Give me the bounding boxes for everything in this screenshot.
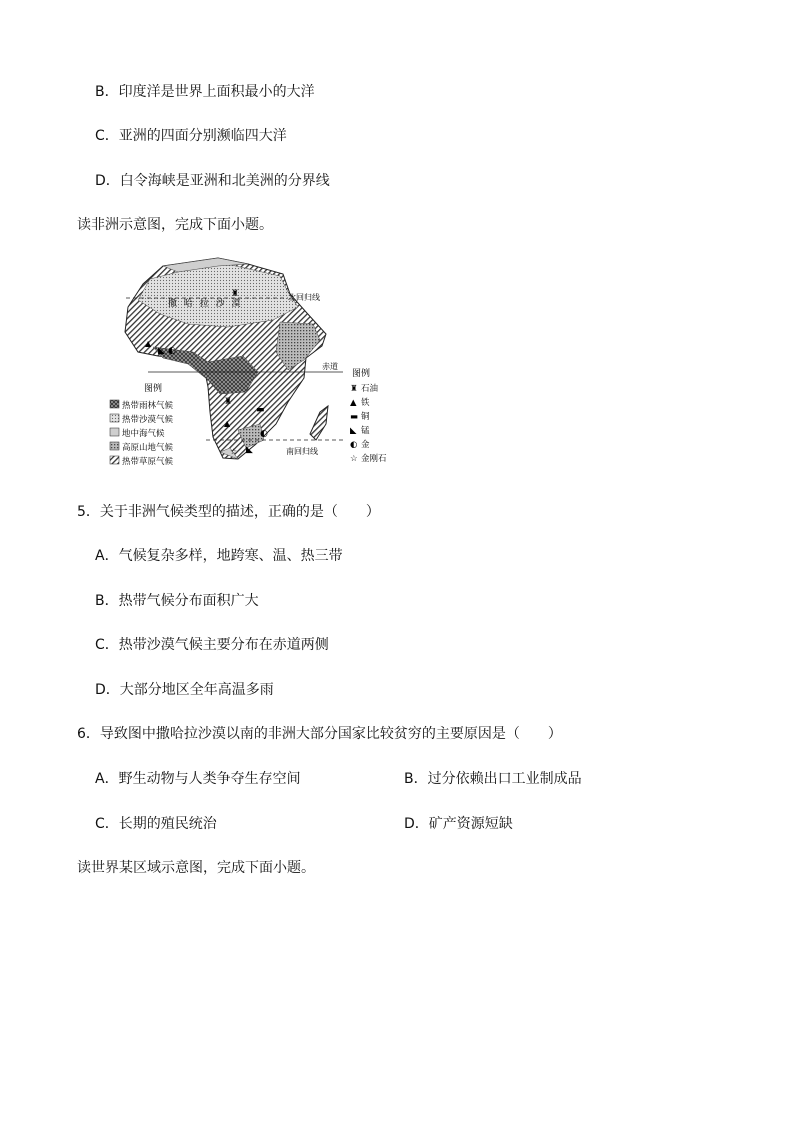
legend-desert: 热带沙漠气候 — [122, 415, 174, 425]
mineral-legend-title: 图例 — [352, 369, 371, 379]
diamond-symbol: ☆ — [230, 447, 238, 456]
q6-option-c: C．长期的殖民统治 — [95, 816, 217, 832]
legend-gold: 金 — [361, 440, 370, 450]
q5-option-d: D．大部分地区全年高温多雨 — [95, 682, 274, 698]
legend-diamond: 金刚石 — [361, 454, 387, 464]
q5-stem: 5．关于非洲气候类型的描述，正确的是（ ） — [77, 504, 380, 520]
legend-mediterranean: 地中海气候 — [122, 429, 165, 439]
iron-symbol-2: ▲ — [224, 419, 231, 428]
iron-symbol: ▲ — [145, 339, 152, 348]
legend-gold-symbol: ◐ — [350, 440, 358, 450]
legend-manganese-symbol: ◣ — [350, 426, 357, 436]
legend-iron-symbol: ▲ — [350, 398, 357, 408]
prev-option-d: D．白令海峡是亚洲和北美洲的分界线 — [95, 173, 330, 189]
equator-label: 赤道 — [322, 362, 338, 371]
legend-manganese: 锰 — [361, 426, 370, 436]
climate-legend-title: 图例 — [144, 384, 163, 394]
prev-option-c: C．亚洲的四面分别濒临四大洋 — [95, 128, 287, 144]
manganese-symbol-2: ◣ — [246, 445, 253, 455]
legend-highland: 高原山地气候 — [122, 443, 174, 453]
africa-map — [108, 252, 403, 476]
q6-option-d: D．矿产资源短缺 — [404, 816, 513, 832]
q6-option-a: A．野生动物与人类争夺生存空间 — [95, 771, 301, 787]
tropic-south-label: 南回归线 — [286, 447, 318, 456]
legend-copper-symbol: ▬ — [350, 412, 359, 422]
legend-oil-symbol: ♜ — [350, 384, 358, 394]
copper-symbol: ▬ — [256, 405, 265, 415]
gold-symbol-2: ◐ — [260, 429, 268, 439]
legend-copper: 铜 — [361, 412, 370, 422]
legend-savanna: 热带草原气候 — [122, 457, 174, 467]
prev-option-b: B．印度洋是世界上面积最小的大洋 — [95, 84, 315, 100]
q5-option-b: B．热带气候分布面积广大 — [95, 593, 259, 609]
sahara-label: 撒 哈 拉 沙 漠 — [168, 299, 243, 309]
tropic-north-label: 北回归线 — [288, 293, 320, 302]
legend-oil: 石油 — [361, 384, 379, 394]
gold-symbol: ◐ — [168, 346, 176, 356]
manganese-symbol: ◣ — [158, 346, 165, 356]
intro-africa-text: 读非洲示意图，完成下面小题。 — [77, 217, 273, 233]
legend-diamond-symbol: ☆ — [350, 454, 358, 464]
q6-option-b: B．过分依赖出口工业制成品 — [404, 771, 582, 787]
q5-option-a: A．气候复杂多样，地跨寒、温、热三带 — [95, 548, 343, 564]
madagascar — [310, 406, 328, 440]
intro-region-text: 读世界某区域示意图，完成下面小题。 — [77, 860, 315, 876]
q6-stem: 6．导致图中撒哈拉沙漠以南的非洲大部分国家比较贫穷的主要原因是（ ） — [77, 726, 562, 742]
oil-symbol: ♜ — [231, 289, 240, 299]
oil-symbol-2: ♜ — [224, 397, 233, 407]
legend-rainforest: 热带雨林气候 — [122, 401, 174, 411]
q5-option-c: C．热带沙漠气候主要分布在赤道两侧 — [95, 637, 329, 653]
legend-iron: 铁 — [361, 398, 370, 408]
